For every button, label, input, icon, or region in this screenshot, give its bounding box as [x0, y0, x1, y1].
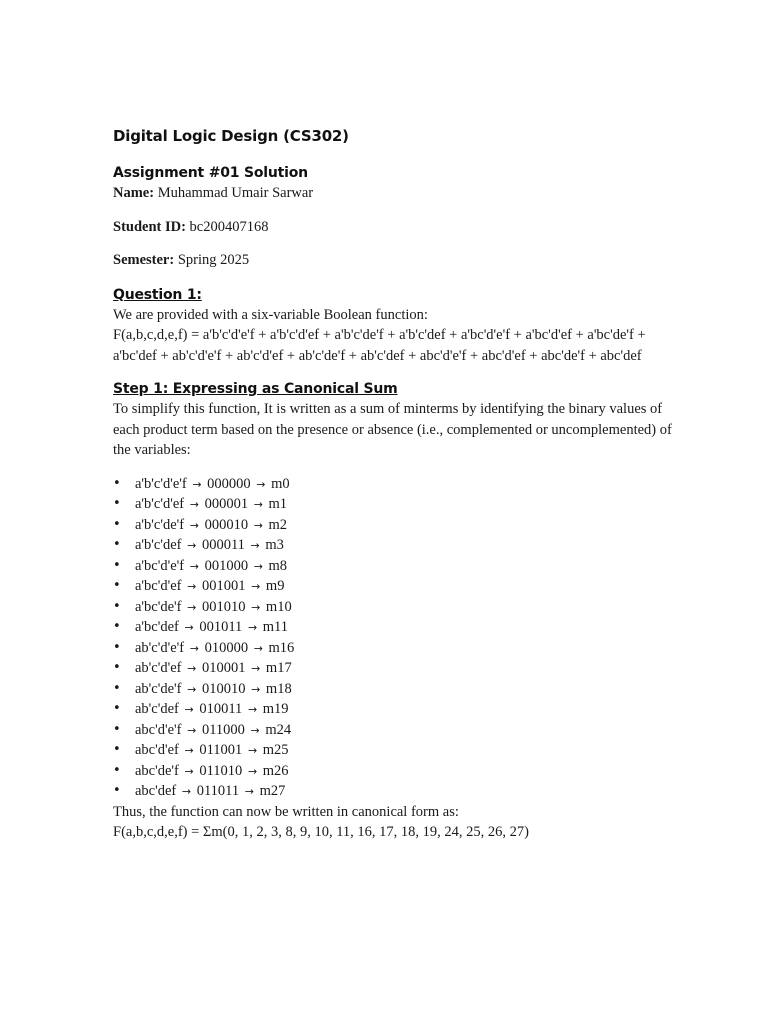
arrow-icon: → [184, 703, 194, 716]
minterm-index: m25 [262, 742, 289, 758]
question-heading: Question 1: [113, 286, 202, 303]
arrow-icon: → [192, 477, 202, 491]
step1-text: To simplify this function, It is written as a sum of minterms by identifying the binary values of each product term based on the presence or absence (i.e., complemented or uncomplemented) of the variables: [113, 401, 672, 458]
student-id-label: Student ID: [113, 218, 186, 235]
minterm-item [113, 761, 673, 782]
minterm-binary: 000010 [204, 516, 249, 533]
bullet-icon: • [113, 537, 121, 552]
arrow-icon: → [253, 498, 263, 511]
minterm-index: m19 [262, 701, 289, 717]
semester-label: Semester: [113, 252, 175, 268]
name-label: Name: [113, 185, 155, 201]
minterm-list [113, 474, 673, 802]
arrow-icon: → [184, 764, 194, 778]
arrow-icon: → [253, 518, 263, 532]
minterm-item [113, 781, 673, 802]
arrow-icon: → [187, 580, 197, 593]
minterm-item [113, 720, 673, 741]
arrow-icon: → [184, 621, 194, 634]
minterm-binary: 001001 [201, 578, 246, 594]
minterm-index: m26 [262, 762, 289, 779]
minterm-product-term: ab'c'd'ef [135, 660, 182, 676]
arrow-icon: → [189, 641, 199, 655]
minterm-item [113, 556, 673, 577]
arrow-icon: → [253, 641, 263, 655]
minterm-item [113, 638, 673, 659]
minterm-index: m16 [268, 639, 295, 656]
minterm-product-term: a'b'c'de'f [135, 516, 185, 533]
document-subtitle: Assignment #01 Solution [113, 165, 308, 181]
minterm-binary: 010010 [201, 680, 246, 697]
arrow-icon: → [250, 723, 260, 737]
boolean-function: F(a,b,c,d,e,f) = a'b'c'd'e'f + a'b'c'd'ef + a'b'c'de'f + a'b'c'def + a'bc'd'e'f + a'bc'd'ef + a'bc'de'f + a'bc'def + ab'c'd'e'f + ab'c'd'ef + ab'c'de'f + ab'c'def + abc'd'e'f + abc'd'ef + abc'de'f + abc'def [113, 327, 646, 364]
bullet-icon: • [113, 619, 121, 634]
minterm-product-term: abc'd'e'f [135, 721, 182, 738]
name-value: Muhammad Umair Sarwar [154, 185, 314, 201]
arrow-icon: → [187, 723, 197, 737]
bullet-icon: • [113, 639, 121, 655]
minterm-item [113, 515, 673, 536]
minterm-index: m2 [268, 516, 288, 533]
minterm-product-term: ab'c'de'f [135, 680, 182, 697]
document-title: Digital Logic Design (CS302) [113, 127, 349, 145]
arrow-icon: → [244, 785, 254, 798]
arrow-icon: → [251, 662, 261, 675]
minterm-item [113, 658, 673, 679]
bullet-icon: • [113, 557, 121, 573]
minterm-index: m18 [265, 680, 292, 697]
semester-line [113, 250, 673, 271]
minterm-index: m3 [265, 537, 284, 553]
minterm-binary: 010000 [204, 639, 249, 656]
student-id-line [113, 217, 673, 238]
minterm-index: m0 [271, 475, 290, 492]
step1-heading: Step 1: Expressing as Canonical Sum [113, 381, 398, 397]
arrow-icon: → [189, 518, 199, 532]
minterm-product-term: abc'de'f [135, 762, 179, 779]
student-name-line [113, 183, 673, 204]
minterm-item [113, 535, 673, 556]
arrow-icon: → [251, 682, 261, 696]
bullet-icon: • [113, 783, 121, 798]
arrow-icon: → [184, 744, 194, 757]
minterm-product-term: a'b'c'def [135, 537, 182, 553]
arrow-icon: → [187, 662, 197, 675]
minterm-index: m24 [265, 721, 292, 738]
bullet-icon: • [113, 762, 121, 778]
minterm-binary: 011000 [201, 721, 245, 738]
bullet-icon: • [113, 496, 121, 511]
minterm-product-term: ab'c'def [135, 701, 179, 717]
minterm-index: m27 [259, 783, 286, 799]
minterm-item [113, 474, 673, 495]
bullet-icon: • [113, 475, 121, 491]
minterm-index: m17 [265, 660, 292, 676]
minterm-binary: 011010 [199, 762, 243, 779]
minterm-item [113, 740, 673, 761]
arrow-icon: → [181, 785, 192, 798]
minterm-item [113, 494, 673, 515]
minterm-index: m8 [268, 557, 288, 574]
minterm-item [113, 576, 673, 597]
bullet-icon: • [113, 516, 121, 532]
minterm-index: m10 [265, 598, 292, 615]
document-page [113, 126, 673, 843]
minterm-index: m9 [265, 578, 285, 594]
minterm-binary: 011011 [196, 783, 240, 799]
canonical-form: F(a,b,c,d,e,f) = Σm(0, 1, 2, 3, 8, 9, 10, 11, 16, 17, 18, 19, 24, 25, 26, 27) [113, 824, 529, 840]
minterm-product-term: a'b'c'd'e'f [135, 475, 187, 492]
minterm-product-term: abc'def [135, 783, 177, 799]
bullet-icon: • [113, 660, 121, 675]
arrow-icon: → [247, 764, 258, 778]
minterm-product-term: a'bc'd'ef [135, 578, 182, 594]
minterm-binary: 011001 [199, 742, 243, 758]
question-intro: We are provided with a six-variable Boolean function: [113, 306, 428, 323]
minterm-product-term: a'bc'd'e'f [135, 557, 185, 574]
conclusion-text: Thus, the function can now be written in canonical form as: [113, 803, 459, 820]
arrow-icon: → [253, 559, 263, 573]
arrow-icon: → [187, 682, 197, 696]
bullet-icon: • [113, 680, 121, 696]
arrow-icon: → [187, 600, 197, 614]
arrow-icon: → [189, 498, 199, 511]
arrow-icon: → [187, 539, 197, 552]
minterm-binary: 000000 [207, 475, 251, 492]
bullet-icon: • [113, 701, 121, 716]
minterm-binary: 001011 [199, 619, 243, 635]
minterm-index: m1 [268, 496, 288, 512]
minterm-product-term: ab'c'd'e'f [135, 639, 185, 656]
minterm-product-term: a'bc'de'f [135, 598, 182, 615]
bullet-icon: • [113, 742, 121, 757]
minterm-binary: 001010 [201, 598, 246, 615]
minterm-product-term: abc'd'ef [135, 742, 179, 758]
minterm-binary: 000011 [201, 537, 245, 553]
minterm-binary: 000001 [204, 496, 249, 512]
minterm-item [113, 597, 673, 618]
arrow-icon: → [247, 703, 258, 716]
semester-value: Spring 2025 [174, 252, 250, 268]
arrow-icon: → [251, 600, 261, 614]
arrow-icon: → [256, 477, 266, 491]
minterm-binary: 001000 [204, 557, 249, 574]
minterm-item [113, 699, 673, 720]
minterm-item [113, 679, 673, 700]
bullet-icon: • [113, 598, 121, 614]
arrow-icon: → [189, 559, 199, 573]
minterm-binary: 010011 [199, 701, 243, 717]
minterm-product-term: a'bc'def [135, 619, 179, 635]
arrow-icon: → [247, 744, 258, 757]
minterm-item [113, 617, 673, 638]
arrow-icon: → [250, 539, 260, 552]
arrow-icon: → [247, 621, 258, 634]
student-id-value: bc200407168 [185, 218, 269, 235]
minterm-binary: 010001 [201, 660, 246, 676]
minterm-index: m11 [262, 619, 289, 635]
minterm-product-term: a'b'c'd'ef [135, 496, 185, 512]
bullet-icon: • [113, 721, 121, 737]
bullet-icon: • [113, 578, 121, 593]
arrow-icon: → [251, 580, 261, 593]
